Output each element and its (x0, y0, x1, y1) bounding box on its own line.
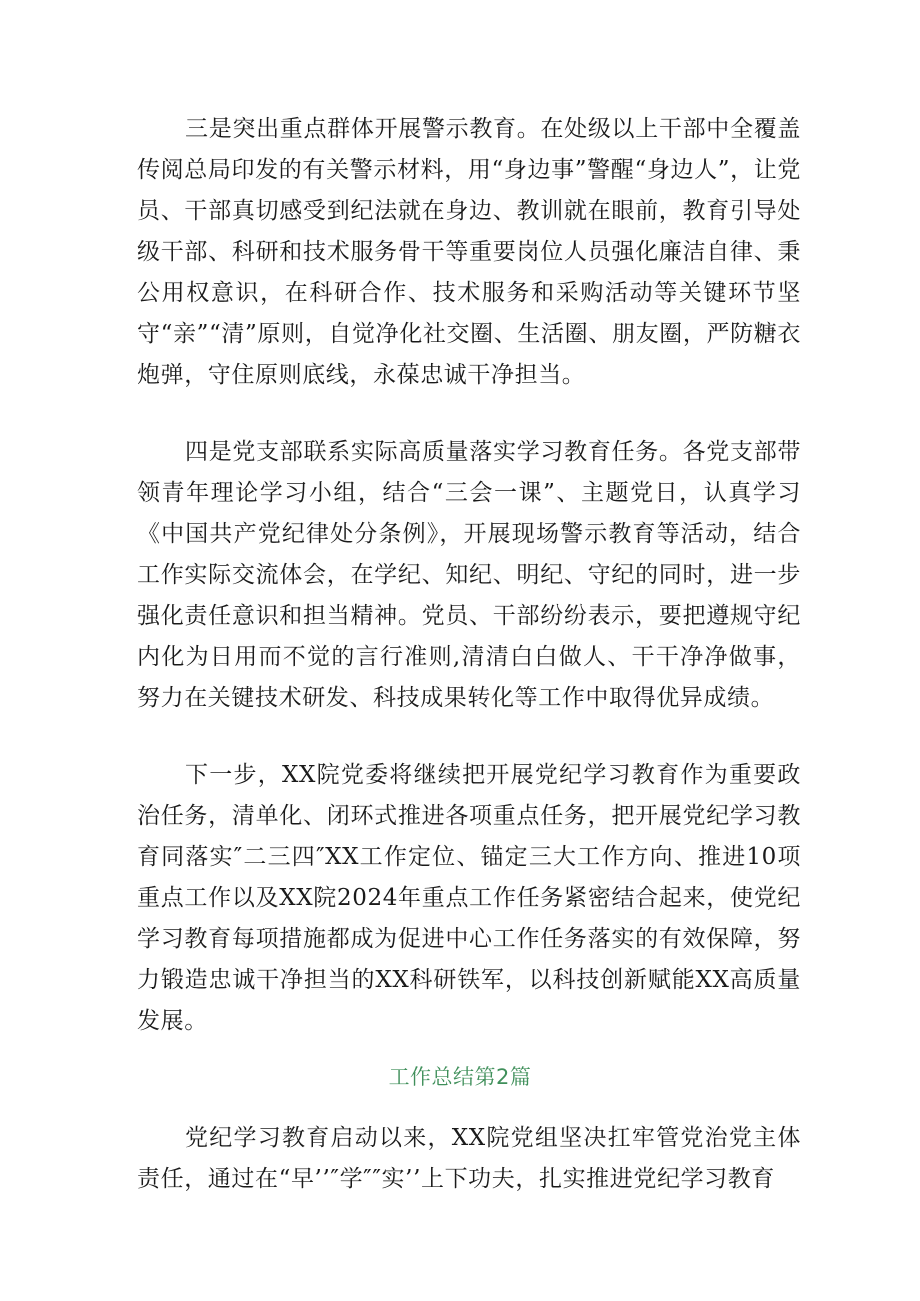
paragraph-section-2-intro: 党纪学习教育启动以来，XX院党组坚决扛牢管党治党主体责任，通过在“早’’″学″″实’’上下功夫，扎实推进党纪学习教育 (137, 1125, 801, 1192)
paragraph-party-branch-study-tasks: 四是党支部联系实际高质量落实学习教育任务。各党支部带领青年理论学习小组，结合“三会一课”、主题党日，认真学习《中国共产党纪律处分条例》，开展现场警示教育等活动，结合工作实际交流体会，在学纪、知纪、明纪、守纪的同时，进一步强化责任意识和担当精神。党员、干部纷纷表示，要把遵规守纪内化为日用而不觉的言行准则,清清白白做人、干干净净做事，努力在关键技术研发、科技成果转化等工作中取得优异成绩。 (137, 439, 801, 711)
paragraph-next-steps: 下一步，XX院党委将继续把开展党纪学习教育作为重要政治任务，清单化、闭环式推进各项重点任务，把开展党纪学习教育同落实″二三四″XX工作定位、锚定三大工作方向、推进10项重点工作以及XX院2024年重点工作任务紧密结合起来，使党纪学习教育每项措施都成为促进中心工作任务落实的有效保障，努力锻造忠诚干净担当的XX科研铁军，以科技创新赋能XX高质量发展。 (137, 762, 801, 1034)
section-heading: 工作总结第2篇 (388, 1065, 532, 1089)
paragraph-key-groups-warning-education: 三是突出重点群体开展警示教育。在处级以上干部中全覆盖传阅总局印发的有关警示材料，用“身边事”警醒“身边人”，让党员、干部真切感受到纪法就在身边、教训就在眼前，教育引导处级干部、科研和技术服务骨干等重要岗位人员强化廉洁自律、秉公用权意识，在科研合作、技术服务和采购活动等关键环节坚守“亲”“清”原则，自觉净化社交圈、生活圈、朋友圈，严防糖衣炮弹，守住原则底线，永葆忠诚干净担当。 (137, 116, 801, 388)
